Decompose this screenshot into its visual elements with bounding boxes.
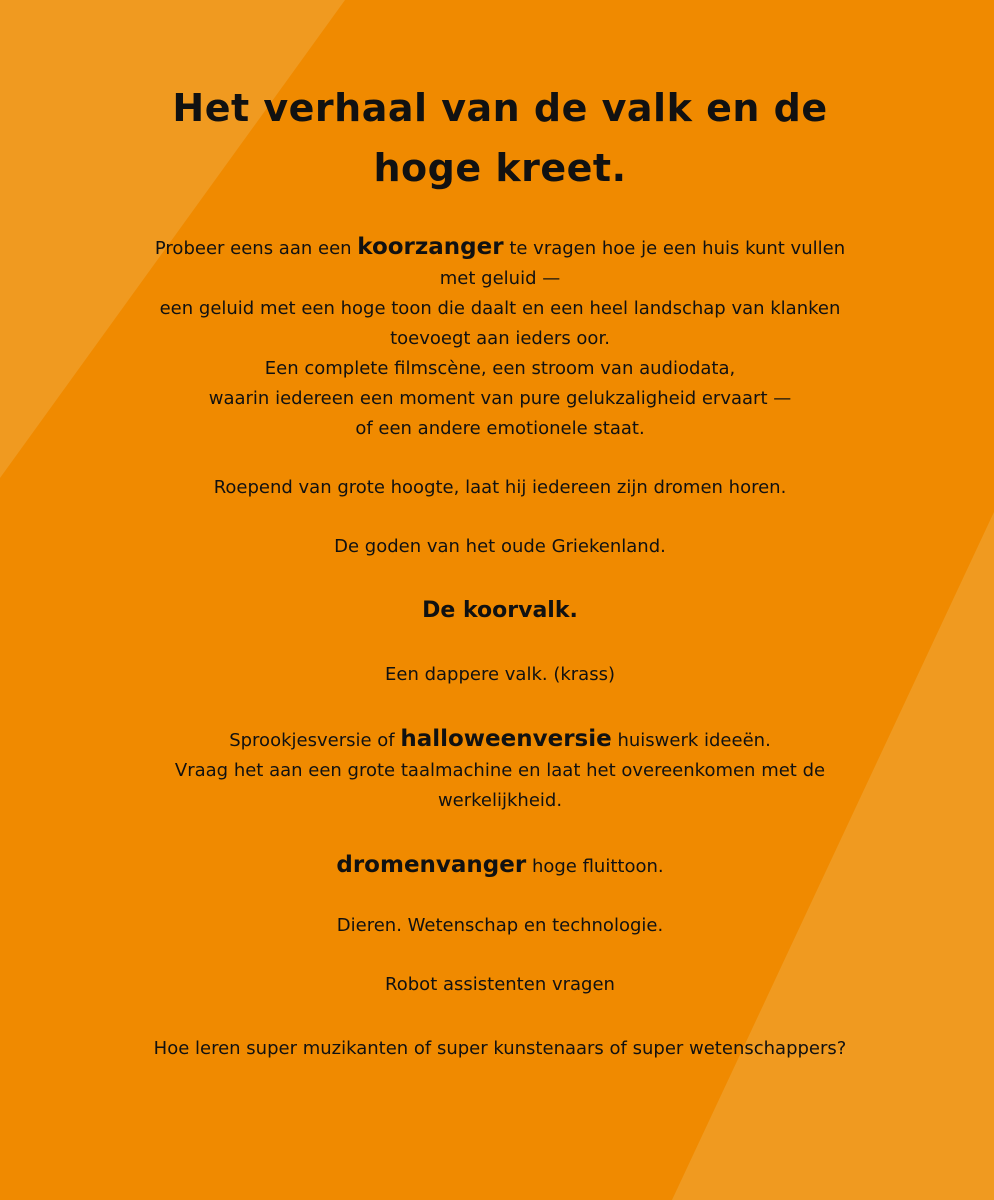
intro-line-5: of een andere emotionele staat.: [355, 418, 645, 439]
dieren-paragraph: Dieren. Wetenschap en technologie.: [336, 915, 664, 936]
dromenvanger-highlight: dromenvanger: [336, 852, 527, 878]
robot-paragraph: Robot assistenten vragen: [385, 974, 615, 995]
koorvalk-heading: De koorvalk.: [422, 598, 578, 623]
koorzanger-highlight: koorzanger: [357, 234, 504, 260]
sprookjes-prefix: Sprookjesversie of: [229, 730, 401, 751]
intro-suffix: te vragen hoe je een huis kunt vullen met geluid —: [439, 238, 846, 289]
sprookjes-suffix: huiswerk ideeën.: [611, 730, 771, 751]
intro-line-4: waarin iedereen een moment van pure gelukzaligheid ervaart —: [208, 388, 792, 409]
story-content: [150, 78, 850, 1064]
dromenvanger-paragraph: [150, 850, 850, 882]
roepend-paragraph: Roepend van grote hoogte, laat hij iedereen zijn dromen horen.: [213, 477, 787, 498]
sprookjes-line-2: Vraag het aan een grote taalmachine en laat het overeenkomen met de werkelijkheid.: [174, 760, 826, 811]
goden-paragraph: De goden van het oude Griekenland.: [334, 536, 666, 557]
intro-line-3: Een complete filmscène, een stroom van audiodata,: [264, 358, 736, 379]
dappere-valk-paragraph: Een dappere valk. (krass): [385, 664, 615, 685]
intro-paragraph: [150, 232, 850, 444]
halloweenversie-highlight: halloweenversie: [400, 726, 612, 752]
sprookjes-paragraph: [150, 724, 850, 816]
story-title: Het verhaal van de valk en de hoge kreet.: [172, 86, 828, 190]
dromenvanger-suffix: hoge fluittoon.: [526, 856, 664, 877]
intro-prefix: Probeer eens aan een: [154, 238, 358, 259]
leren-paragraph: Hoe leren super muzikanten of super kunstenaars of super wetenschappers?: [153, 1038, 847, 1059]
intro-line-2: een geluid met een hoge toon die daalt en een heel landschap van klanken toevoegt aan ieders oor.: [159, 298, 841, 349]
